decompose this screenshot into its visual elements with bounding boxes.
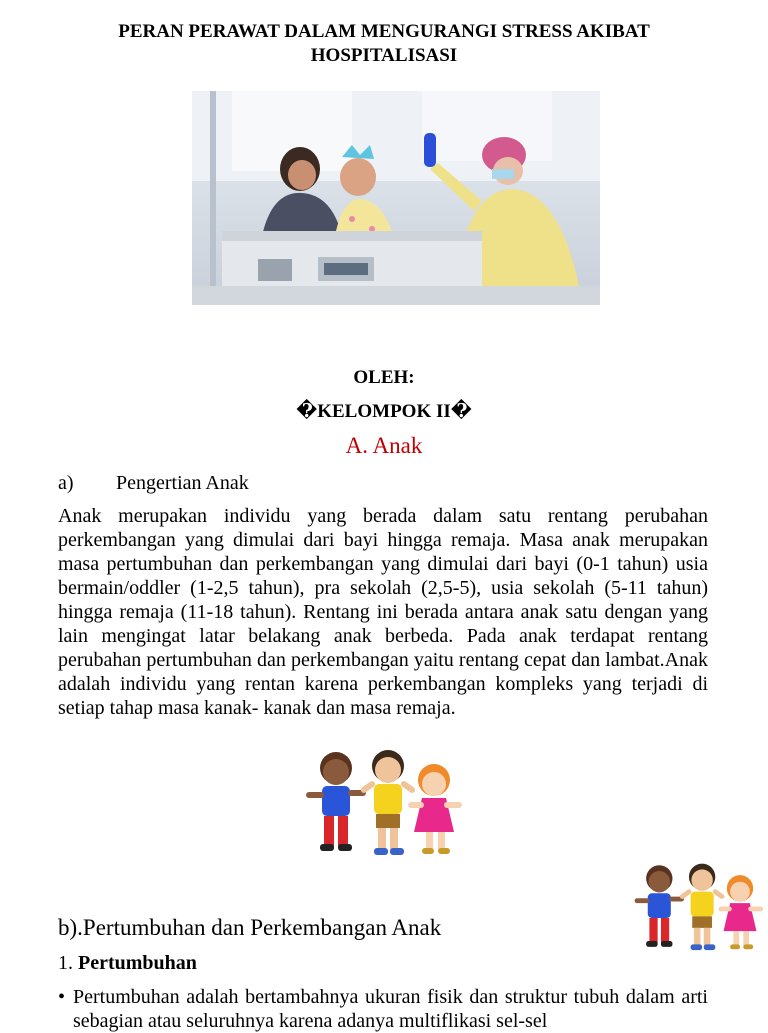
bullet-item: [58, 985, 708, 1033]
section-a-subheading: [58, 472, 249, 495]
author-label: OLEH:: [353, 367, 415, 388]
item-number: 1.: [58, 952, 73, 974]
children-clipart-small: [628, 862, 768, 960]
hospital-photo-illustration: [192, 91, 600, 305]
group-name: �KELOMPOK II�: [296, 401, 472, 422]
document-title: PERAN PERAWAT DALAM MENGURANGI STRESS AKIBAT HOSPITALISASI: [118, 21, 650, 66]
section-a-heading: A. Anak: [345, 433, 423, 458]
item-title: Pertumbuhan: [78, 952, 197, 974]
subheading-title: Pengertian Anak: [116, 472, 249, 494]
children-clipart: [298, 750, 468, 865]
children-illustration: [298, 750, 468, 865]
children-illustration-small: [628, 862, 768, 960]
hospital-photo: [192, 91, 600, 305]
subheading-number: a): [58, 472, 74, 494]
bullet-marker: •: [58, 986, 66, 1008]
section-a-paragraph: Anak merupakan individu yang berada dalam satu rentang perubahan perkembangan yang dimulai dari bayi hingga remaja. Masa anak merupakan masa pertumbuhan dan perkembangan yang dimulai dari bayi (0-1 tahun) usia bermain/oddler (1-2,5 tahun), pra sekolah (2,5-5), usia sekolah (5-11 tahun) hingga remaja (11-18 tahun). Rentang ini berada antara anak satu dengan yang lain mengingat latar belakang anak berbeda. Pada anak terdapat rentang perubahan pertumbuhan dan perkembangan yaitu rentang cepat dan lambat.Anak adalah individu yang rentan karena perkembangan kompleks yang terjadi di setiap tahap masa kanak- kanak dan masa remaja.: [58, 505, 708, 719]
item-heading: [58, 952, 197, 975]
section-b-heading: b).Pertumbuhan dan Perkembangan Anak: [58, 915, 442, 940]
bullet-text: Pertumbuhan adalah bertambahnya ukuran fisik dan struktur tubuh dalam arti sebagian atau seluruhnya karena adanya multiflikasi sel-sel: [73, 986, 708, 1032]
